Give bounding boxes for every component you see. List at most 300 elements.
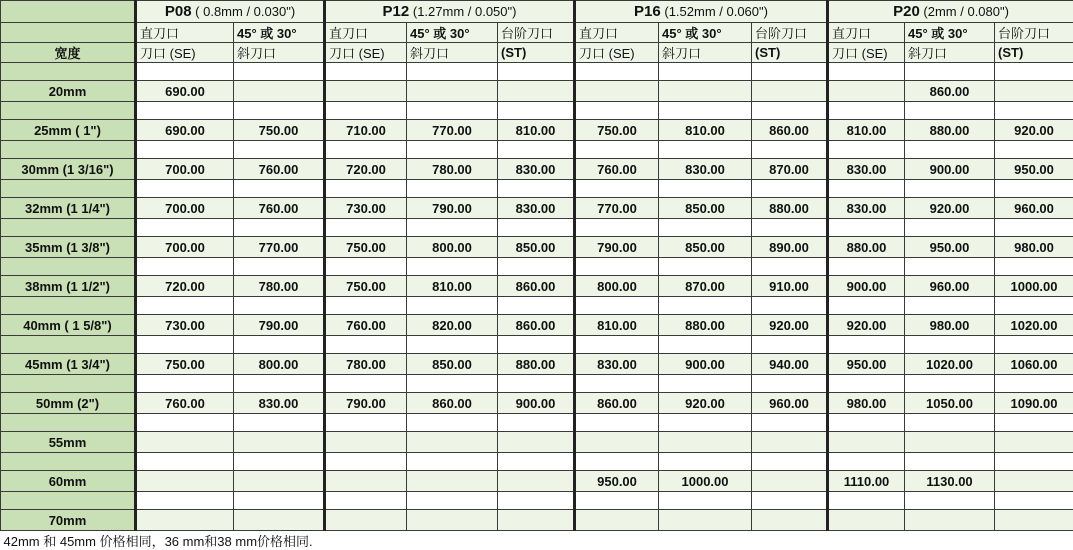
spacer-row — [1, 453, 1073, 471]
price-cell — [752, 432, 828, 453]
spacer-label — [1, 63, 136, 81]
price-cell: 900.00 — [905, 159, 995, 180]
group-header — [325, 1, 575, 23]
spacer-cell — [407, 297, 498, 315]
spacer-cell — [407, 336, 498, 354]
spacer-cell — [905, 141, 995, 159]
price-cell — [136, 510, 234, 531]
price-cell — [575, 510, 659, 531]
price-cell: 920.00 — [752, 315, 828, 336]
price-cell: 770.00 — [575, 198, 659, 219]
spacer-cell — [752, 414, 828, 432]
spacer-cell — [325, 141, 407, 159]
price-cell: 830.00 — [498, 198, 575, 219]
width-cell: 60mm — [1, 471, 136, 492]
spacer-label — [1, 297, 136, 315]
price-row — [1, 471, 1073, 492]
header-spec-row — [1, 1, 1073, 23]
price-cell: 810.00 — [498, 120, 575, 141]
price-row — [1, 393, 1073, 414]
price-cell: 1020.00 — [995, 315, 1073, 336]
spacer-cell — [136, 453, 234, 471]
spacer-row — [1, 63, 1073, 81]
price-row — [1, 159, 1073, 180]
spacer-cell — [828, 180, 905, 198]
price-cell — [234, 471, 325, 492]
spacer-cell — [659, 63, 752, 81]
spacer-cell — [905, 492, 995, 510]
price-cell — [498, 432, 575, 453]
price-cell — [325, 432, 407, 453]
spacer-cell — [752, 375, 828, 393]
price-cell — [995, 471, 1073, 492]
price-row — [1, 510, 1073, 531]
price-cell: 1060.00 — [995, 354, 1073, 375]
spacer-cell — [234, 141, 325, 159]
price-cell — [905, 510, 995, 531]
group-spec: (1.27mm / 0.050") — [409, 4, 517, 19]
spacer-cell — [136, 336, 234, 354]
spacer-cell — [407, 63, 498, 81]
spacer-label — [1, 336, 136, 354]
spacer-cell — [659, 492, 752, 510]
spacer-cell — [407, 375, 498, 393]
price-cell: 860.00 — [498, 276, 575, 297]
width-header: 宽度 — [1, 43, 136, 63]
spacer-cell — [498, 375, 575, 393]
spacer-row — [1, 492, 1073, 510]
price-cell: 1130.00 — [905, 471, 995, 492]
spacer-cell — [234, 453, 325, 471]
price-cell: 690.00 — [136, 81, 234, 102]
spacer-cell — [325, 63, 407, 81]
price-cell: 860.00 — [498, 315, 575, 336]
spacer-cell — [136, 414, 234, 432]
spacer-cell — [234, 258, 325, 276]
price-cell: 1110.00 — [828, 471, 905, 492]
spacer-cell — [828, 141, 905, 159]
price-cell: 890.00 — [752, 237, 828, 258]
price-cell — [575, 432, 659, 453]
price-cell: 1090.00 — [995, 393, 1073, 414]
price-cell: 900.00 — [498, 393, 575, 414]
price-cell: 1000.00 — [659, 471, 752, 492]
spacer-cell — [752, 102, 828, 120]
spacer-label — [1, 219, 136, 237]
price-cell: 760.00 — [575, 159, 659, 180]
spacer-cell — [575, 453, 659, 471]
price-cell: 820.00 — [407, 315, 498, 336]
price-cell — [995, 81, 1073, 102]
price-cell: 810.00 — [575, 315, 659, 336]
price-cell: 920.00 — [659, 393, 752, 414]
spacer-cell — [828, 336, 905, 354]
spacer-cell — [828, 102, 905, 120]
spacer-row — [1, 180, 1073, 198]
spacer-cell — [407, 102, 498, 120]
group-spec: (2mm / 0.080") — [919, 4, 1009, 19]
spacer-label — [1, 375, 136, 393]
price-cell: 810.00 — [828, 120, 905, 141]
price-cell — [995, 432, 1073, 453]
spacer-cell — [752, 492, 828, 510]
price-row — [1, 276, 1073, 297]
spacer-cell — [995, 102, 1073, 120]
price-row — [1, 237, 1073, 258]
spacer-cell — [575, 297, 659, 315]
subcol-label: 台阶刀口 — [995, 23, 1073, 43]
price-cell: 810.00 — [407, 276, 498, 297]
width-cell: 45mm (1 3/4") — [1, 354, 136, 375]
price-cell — [234, 510, 325, 531]
price-cell: 870.00 — [659, 276, 752, 297]
spacer-cell — [752, 297, 828, 315]
spacer-cell — [752, 453, 828, 471]
subcol-label: 台阶刀口 — [498, 23, 575, 43]
spacer-label — [1, 414, 136, 432]
price-cell: 730.00 — [136, 315, 234, 336]
spacer-cell — [407, 453, 498, 471]
spacer-cell — [325, 297, 407, 315]
subcol-label: (ST) — [752, 43, 828, 63]
spacer-cell — [407, 258, 498, 276]
price-cell — [234, 81, 325, 102]
spacer-row — [1, 336, 1073, 354]
price-cell — [498, 471, 575, 492]
price-cell: 760.00 — [234, 159, 325, 180]
spacer-cell — [828, 63, 905, 81]
spacer-cell — [234, 492, 325, 510]
subcol-label: 直刀口 — [575, 23, 659, 43]
price-cell: 750.00 — [325, 237, 407, 258]
spacer-cell — [905, 219, 995, 237]
subcol-label: 刀口 (SE) — [136, 43, 234, 63]
price-cell — [575, 81, 659, 102]
spacer-cell — [407, 219, 498, 237]
spacer-label — [1, 258, 136, 276]
width-cell: 30mm (1 3/16") — [1, 159, 136, 180]
spacer-cell — [659, 258, 752, 276]
width-cell: 38mm (1 1/2") — [1, 276, 136, 297]
subcol-label: 斜刀口 — [407, 43, 498, 63]
price-cell: 960.00 — [752, 393, 828, 414]
spacer-cell — [995, 180, 1073, 198]
price-cell: 910.00 — [752, 276, 828, 297]
price-cell — [136, 432, 234, 453]
spacer-cell — [659, 414, 752, 432]
header-subcol-row — [1, 43, 1073, 63]
price-cell: 730.00 — [325, 198, 407, 219]
spacer-cell — [407, 414, 498, 432]
spacer-cell — [325, 258, 407, 276]
width-cell: 32mm (1 1/4") — [1, 198, 136, 219]
spacer-cell — [575, 102, 659, 120]
spacer-cell — [995, 297, 1073, 315]
subcol-label: 刀口 (SE) — [325, 43, 407, 63]
price-cell: 860.00 — [752, 120, 828, 141]
spacer-cell — [995, 63, 1073, 81]
price-cell: 920.00 — [995, 120, 1073, 141]
price-cell: 880.00 — [659, 315, 752, 336]
group-spec: ( 0.8mm / 0.030") — [191, 4, 296, 19]
price-cell: 860.00 — [905, 81, 995, 102]
price-cell — [325, 81, 407, 102]
price-row — [1, 354, 1073, 375]
spacer-label — [1, 180, 136, 198]
spacer-cell — [325, 453, 407, 471]
spacer-cell — [905, 336, 995, 354]
price-cell: 780.00 — [325, 354, 407, 375]
price-cell: 780.00 — [407, 159, 498, 180]
spacer-cell — [659, 141, 752, 159]
spacer-cell — [905, 258, 995, 276]
spacer-row — [1, 375, 1073, 393]
price-cell — [498, 81, 575, 102]
spacer-row — [1, 258, 1073, 276]
spacer-row — [1, 141, 1073, 159]
spacer-cell — [828, 297, 905, 315]
price-cell: 790.00 — [234, 315, 325, 336]
spacer-cell — [575, 492, 659, 510]
spacer-row — [1, 102, 1073, 120]
price-cell: 790.00 — [407, 198, 498, 219]
price-cell: 830.00 — [234, 393, 325, 414]
spacer-cell — [828, 375, 905, 393]
subcol-label: 45° 或 30° — [905, 23, 995, 43]
spacer-row — [1, 297, 1073, 315]
price-cell — [234, 432, 325, 453]
spacer-cell — [575, 219, 659, 237]
price-cell: 900.00 — [659, 354, 752, 375]
spacer-cell — [136, 63, 234, 81]
spacer-cell — [498, 102, 575, 120]
spacer-cell — [659, 180, 752, 198]
price-cell: 710.00 — [325, 120, 407, 141]
spacer-cell — [325, 336, 407, 354]
price-cell: 800.00 — [234, 354, 325, 375]
price-cell: 830.00 — [828, 198, 905, 219]
price-row — [1, 432, 1073, 453]
spacer-cell — [905, 375, 995, 393]
price-cell: 950.00 — [828, 354, 905, 375]
price-cell: 880.00 — [905, 120, 995, 141]
spacer-cell — [659, 102, 752, 120]
price-cell: 770.00 — [234, 237, 325, 258]
subcol-label: 45° 或 30° — [659, 23, 752, 43]
subcol-label: 刀口 (SE) — [575, 43, 659, 63]
spacer-cell — [325, 492, 407, 510]
subcol-label: 斜刀口 — [234, 43, 325, 63]
spacer-cell — [325, 414, 407, 432]
spacer-cell — [234, 336, 325, 354]
price-row — [1, 81, 1073, 102]
price-cell: 790.00 — [325, 393, 407, 414]
spacer-cell — [498, 414, 575, 432]
group-header — [136, 1, 325, 23]
spacer-cell — [659, 375, 752, 393]
spacer-cell — [136, 219, 234, 237]
subcol-label: 刀口 (SE) — [828, 43, 905, 63]
spacer-cell — [752, 63, 828, 81]
width-cell: 70mm — [1, 510, 136, 531]
price-cell: 1000.00 — [995, 276, 1073, 297]
price-cell: 920.00 — [905, 198, 995, 219]
spacer-cell — [575, 336, 659, 354]
price-cell: 980.00 — [828, 393, 905, 414]
price-cell: 880.00 — [498, 354, 575, 375]
spacer-cell — [752, 141, 828, 159]
price-cell: 780.00 — [234, 276, 325, 297]
price-cell — [407, 510, 498, 531]
spacer-cell — [995, 453, 1073, 471]
price-cell — [659, 510, 752, 531]
price-cell — [407, 471, 498, 492]
price-cell: 800.00 — [407, 237, 498, 258]
spacer-cell — [234, 297, 325, 315]
price-cell — [752, 510, 828, 531]
spacer-row — [1, 414, 1073, 432]
subcol-label: (ST) — [498, 43, 575, 63]
price-cell: 1050.00 — [905, 393, 995, 414]
spacer-cell — [136, 141, 234, 159]
spacer-cell — [234, 219, 325, 237]
spacer-cell — [995, 141, 1073, 159]
price-cell — [659, 81, 752, 102]
price-cell: 800.00 — [575, 276, 659, 297]
price-cell: 880.00 — [752, 198, 828, 219]
footnote-row — [1, 531, 1073, 550]
spacer-label — [1, 141, 136, 159]
price-cell: 940.00 — [752, 354, 828, 375]
spacer-cell — [407, 141, 498, 159]
group-header — [575, 1, 828, 23]
price-cell: 720.00 — [325, 159, 407, 180]
price-cell — [828, 81, 905, 102]
price-cell — [498, 510, 575, 531]
spacer-cell — [995, 336, 1073, 354]
price-row — [1, 120, 1073, 141]
spacer-cell — [234, 414, 325, 432]
price-cell: 850.00 — [659, 198, 752, 219]
subcol-label: 直刀口 — [828, 23, 905, 43]
price-cell — [407, 81, 498, 102]
price-cell: 700.00 — [136, 237, 234, 258]
spacer-label — [1, 453, 136, 471]
spacer-cell — [325, 219, 407, 237]
spacer-cell — [575, 63, 659, 81]
spacer-cell — [407, 492, 498, 510]
price-cell: 830.00 — [659, 159, 752, 180]
price-cell: 960.00 — [905, 276, 995, 297]
spacer-cell — [828, 414, 905, 432]
group-code: P12 — [382, 3, 410, 20]
subcol-label: 斜刀口 — [905, 43, 995, 63]
spacer-cell — [905, 63, 995, 81]
spacer-cell — [995, 219, 1073, 237]
price-cell: 950.00 — [995, 159, 1073, 180]
spacer-cell — [498, 336, 575, 354]
price-cell: 810.00 — [659, 120, 752, 141]
spacer-cell — [905, 180, 995, 198]
spacer-cell — [575, 258, 659, 276]
group-code: P16 — [634, 3, 661, 20]
spacer-cell — [498, 63, 575, 81]
price-cell: 720.00 — [136, 276, 234, 297]
spacer-label — [1, 102, 136, 120]
spacer-cell — [752, 180, 828, 198]
spacer-cell — [498, 141, 575, 159]
price-cell: 860.00 — [575, 393, 659, 414]
spacer-cell — [828, 492, 905, 510]
spacer-cell — [995, 375, 1073, 393]
spacer-cell — [407, 180, 498, 198]
price-cell: 690.00 — [136, 120, 234, 141]
price-cell: 850.00 — [498, 237, 575, 258]
price-cell: 760.00 — [325, 315, 407, 336]
spacer-row — [1, 219, 1073, 237]
spacer-cell — [659, 219, 752, 237]
price-cell: 830.00 — [498, 159, 575, 180]
group-code: P08 — [164, 3, 192, 20]
group-code: P20 — [893, 3, 920, 20]
spacer-cell — [498, 492, 575, 510]
price-cell: 1020.00 — [905, 354, 995, 375]
width-cell: 35mm (1 3/8") — [1, 237, 136, 258]
subcol-label: 台阶刀口 — [752, 23, 828, 43]
group-spec: (1.52mm / 0.060") — [660, 4, 768, 19]
price-cell: 750.00 — [234, 120, 325, 141]
price-cell: 980.00 — [905, 315, 995, 336]
spacer-cell — [498, 258, 575, 276]
subcol-label: 45° 或 30° — [234, 23, 325, 43]
spacer-cell — [234, 375, 325, 393]
spacer-cell — [498, 180, 575, 198]
spacer-cell — [234, 102, 325, 120]
price-cell: 700.00 — [136, 198, 234, 219]
price-cell — [752, 471, 828, 492]
width-cell: 50mm (2") — [1, 393, 136, 414]
footnote: 42mm 和 45mm 价格相同，36 mm和38 mm价格相同. — [3, 534, 313, 549]
spacer-cell — [659, 336, 752, 354]
price-cell: 980.00 — [995, 237, 1073, 258]
spacer-cell — [995, 258, 1073, 276]
price-cell: 950.00 — [575, 471, 659, 492]
spacer-cell — [498, 219, 575, 237]
width-cell: 55mm — [1, 432, 136, 453]
spacer-cell — [828, 219, 905, 237]
price-cell: 700.00 — [136, 159, 234, 180]
price-cell: 830.00 — [828, 159, 905, 180]
price-cell — [752, 81, 828, 102]
price-cell: 760.00 — [136, 393, 234, 414]
spacer-label — [1, 492, 136, 510]
spacer-cell — [752, 258, 828, 276]
spacer-cell — [905, 102, 995, 120]
price-cell — [905, 432, 995, 453]
price-cell — [325, 510, 407, 531]
width-cell: 40mm ( 1 5/8") — [1, 315, 136, 336]
price-cell: 960.00 — [995, 198, 1073, 219]
spacer-cell — [659, 453, 752, 471]
group-header — [828, 1, 1073, 23]
spacer-cell — [828, 453, 905, 471]
price-cell: 770.00 — [407, 120, 498, 141]
spacer-cell — [136, 297, 234, 315]
spacer-cell — [498, 297, 575, 315]
spacer-cell — [575, 414, 659, 432]
price-cell — [828, 510, 905, 531]
width-cell: 20mm — [1, 81, 136, 102]
